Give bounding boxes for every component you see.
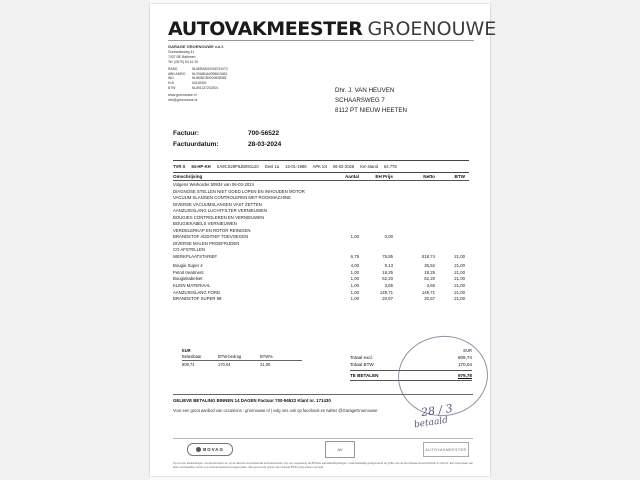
row-vat: 21,00 [454, 253, 465, 259]
bank-value-0: NL86RABO0306731070 [192, 66, 228, 71]
line-items [173, 182, 469, 303]
legal-terms-text: Op al onze aanbiedingen, overeenkomsten en op de daaruit voortvloeiende werkzaamheden zijn van toepassing de BOVAG standaardbepalingen, zoals laatstelijk gedeponeerd ter griffie van de Arrondissementsrechtbank te Utrecht. Een exemplaar van deze voorwaarden wordt u op verzoek kosteloos toegezonden. Alle genoemde prijzen zijn inclusief BTW tenzij anders vermeld. [173, 462, 473, 469]
total-excl-label: Totaal excl. [350, 355, 373, 360]
bank-label-3: KvK [168, 81, 175, 86]
row-net: 518,74 [421, 253, 435, 259]
row-unit: 0,00 [384, 234, 393, 240]
header-quantity: Aantal [344, 174, 359, 179]
row-vat: 21,00 [454, 276, 465, 282]
company-postal-city: 7437 BE Bathmen [168, 54, 196, 59]
row-desc: Bougie Super 4 [173, 263, 203, 269]
row-qty: 1,00 [350, 234, 359, 240]
row-desc: BOUGIES CONTROLEREN EN VERNIEUWEN [173, 214, 265, 220]
company-email: info@groenouwe.nl [168, 98, 198, 103]
row-desc: KLEIN MATERIAAL [173, 282, 211, 288]
invoice-number-value: 700-56522 [248, 130, 280, 137]
row-desc: BOUGIEKABELS VERNIEUWEN [173, 221, 237, 227]
vehicle-details-strip [173, 160, 469, 173]
header-divider [168, 40, 474, 41]
invoice-date-row [173, 141, 423, 148]
bank-label-0: RABO [168, 66, 178, 71]
row-desc: VACUUM SLANGEN CONTROLEREN MET ROOKMACHINE [173, 195, 292, 201]
row-unit: 76,85 [382, 253, 393, 259]
vehicle-plate: TVR S [173, 164, 186, 169]
bank-value-4: NL851137231B01 [192, 86, 219, 91]
row-desc: BRANDSTOF ADDITIEF TOEVOEGEN [173, 234, 249, 240]
row-desc: DIVERSE MALEN PROEFRIJDEN [173, 240, 240, 246]
bank-value-1: NL09ABNA0098619463 [192, 71, 228, 76]
row-desc: Petrol treatment [173, 269, 204, 275]
invoice-date-value: 28-03-2024 [248, 141, 282, 148]
company-website: www.groenouwe.nl [168, 93, 197, 98]
vat-header-base: Belastbaar [182, 354, 202, 359]
bovag-dot-icon [196, 447, 201, 452]
row-qty: 1,00 [350, 269, 359, 275]
row-vat: 21,00 [454, 296, 465, 302]
page-margin-left [0, 0, 150, 480]
row-unit: 18,25 [382, 269, 393, 275]
totals-currency: EUR [463, 348, 472, 353]
row-desc: BRANDSTOF SUPER 98 [173, 296, 222, 302]
row-desc: AANZUIGSLANG LUCHTFILTER VERNIEUWEN [173, 208, 267, 214]
vehicle-part-label: Deel 1a [264, 164, 280, 169]
addressee-block [335, 86, 407, 117]
row-desc: WERKPLAATSTARIEF [173, 253, 218, 259]
vat-value-row [182, 360, 302, 367]
row-qty: 4,00 [350, 263, 359, 269]
bank-label-2: ING [168, 76, 174, 81]
row-desc: AANZUIGSLANG FORD [173, 289, 221, 295]
vat-header-row [182, 354, 302, 359]
company-bank-details [168, 67, 328, 92]
total-excl-value: 809,74 [457, 355, 472, 360]
brand-primary: AUTOVAKMEESTER [168, 18, 363, 40]
vehicle-vin: SA9CS28P6JB091120 [216, 164, 259, 169]
row-net: 36,52 [424, 263, 435, 269]
invoice-number-label: Factuur: [173, 130, 199, 137]
vat-base-value: 809,74 [182, 362, 195, 367]
vehicle-apk-label: APK tot [312, 164, 327, 169]
vehicle-first-registration: 15-01-1988 [285, 164, 307, 169]
addressee-line-0: Dhr. J. VAN HEUVEN [335, 87, 395, 94]
header-net: Netto [423, 174, 435, 179]
row-desc: Bougiekabelset [173, 276, 203, 282]
invoice-number-row [173, 130, 423, 137]
vehicle-apk-date: 06-02-2026 [332, 164, 355, 169]
row-unit: 20,67 [382, 296, 393, 302]
header-vat: BTW [454, 174, 465, 179]
page-margin-right [490, 0, 640, 480]
footer-logos [173, 438, 473, 461]
row-net: 62,20 [424, 276, 435, 282]
invoice-meta [173, 130, 423, 152]
row-qty: 1,00 [350, 282, 359, 288]
row-vat: 21,00 [454, 289, 465, 295]
row-qty: 1,00 [350, 289, 359, 295]
table-row [173, 254, 469, 261]
payment-terms-note: GELIEVE BETALING BINNEN 14 DAGEN Factuur 700-56522 Klant nr. 171430 [173, 394, 473, 403]
bank-label-1: ABN AMRO [168, 71, 186, 76]
addressee-line-2: 8112 PT NIEUW HEETEN [335, 107, 407, 115]
header-unit-price: EH Prijs [375, 174, 393, 179]
row-net: 3,65 [426, 282, 435, 288]
handwritten-date: 28 / 3 [420, 401, 454, 420]
row-desc: DIAGNOSE STELLEN NIET GOED LOPEN EN INHOUDEN MOTOR [173, 188, 305, 194]
row-net: 149,71 [421, 289, 435, 295]
header-description: Omschrijving [173, 174, 203, 179]
row-net: 18,25 [424, 269, 435, 275]
vehicle-mileage: 64.778 [383, 164, 397, 169]
amount-payable-label: TE BETALEN [350, 373, 379, 378]
center-logo: AV [325, 441, 355, 458]
addressee-line-1: SCHAARSWEG 7 [335, 97, 385, 105]
company-logo [168, 18, 497, 40]
row-unit: 9,13 [384, 263, 393, 269]
row-qty: 1,00 [350, 276, 359, 282]
row-unit: 3,65 [384, 282, 393, 288]
row-net: 20,67 [424, 296, 435, 302]
row-desc: DIVERSE VACUUMSLANGEN VAST ZETTEN [173, 201, 262, 207]
row-qty: 6,75 [350, 253, 359, 259]
row-desc: VERDELERKAP EN ROTOR REINIGEN [173, 227, 251, 233]
company-name: GARAGE GROENOUWE v.o.f. [168, 44, 224, 49]
autovakmeester-logo: AUTOVAKMEESTER [423, 442, 469, 457]
brand-secondary: GROENOUWE [367, 18, 497, 40]
invoice-date-label: Factuurdatum: [173, 141, 219, 148]
total-vat-label: Totaal BTW [350, 362, 374, 367]
vehicle-mileage-label: Km stand [360, 164, 378, 169]
bovag-logo [187, 443, 233, 456]
total-vat-value: 170,04 [457, 362, 472, 367]
amount-payable-value: 979,78 [457, 373, 472, 378]
handwritten-paid-note: betaald [413, 415, 449, 431]
vat-summary [182, 348, 302, 367]
line-items-header [173, 174, 469, 181]
bank-value-2: NL86INGB0000838065 [192, 76, 227, 81]
table-row [173, 296, 469, 303]
bank-value-3: 54118492 [192, 81, 207, 86]
row-qty: 1,00 [350, 296, 359, 302]
marketing-note: Voor een groot aanbod van occasions : groenouwe.nl | volg ons ook op facebook en twitter @GarageGroenouwe [173, 408, 378, 413]
row-desc: CO AFSTELLEN [173, 247, 205, 253]
row-unit: 149,71 [379, 289, 393, 295]
bank-label-4: BTW [168, 86, 176, 91]
vat-header-rate: BTW% [260, 354, 273, 359]
vat-rate-value: 21,00 [260, 362, 271, 367]
bovag-logo-text: BOVAG [203, 447, 224, 452]
row-unit: 62,20 [382, 276, 393, 282]
vat-currency: EUR [182, 348, 191, 353]
vat-amount-value: 170,04 [218, 362, 231, 367]
row-vat: 21,00 [454, 263, 465, 269]
row-desc: Volgens Werkorder 50934 van 06-03-2024 [173, 182, 254, 187]
company-info [168, 44, 328, 103]
vehicle-type: 94-HP-KH [191, 164, 211, 169]
row-vat: 21,00 [454, 282, 465, 288]
company-address: Gorsselseweg 41 [168, 49, 195, 54]
row-vat: 21,00 [454, 269, 465, 275]
company-phone: Tel. (0570) 54 16 20 [168, 59, 199, 64]
vat-header-amount: BTW-bedrag [218, 354, 242, 359]
